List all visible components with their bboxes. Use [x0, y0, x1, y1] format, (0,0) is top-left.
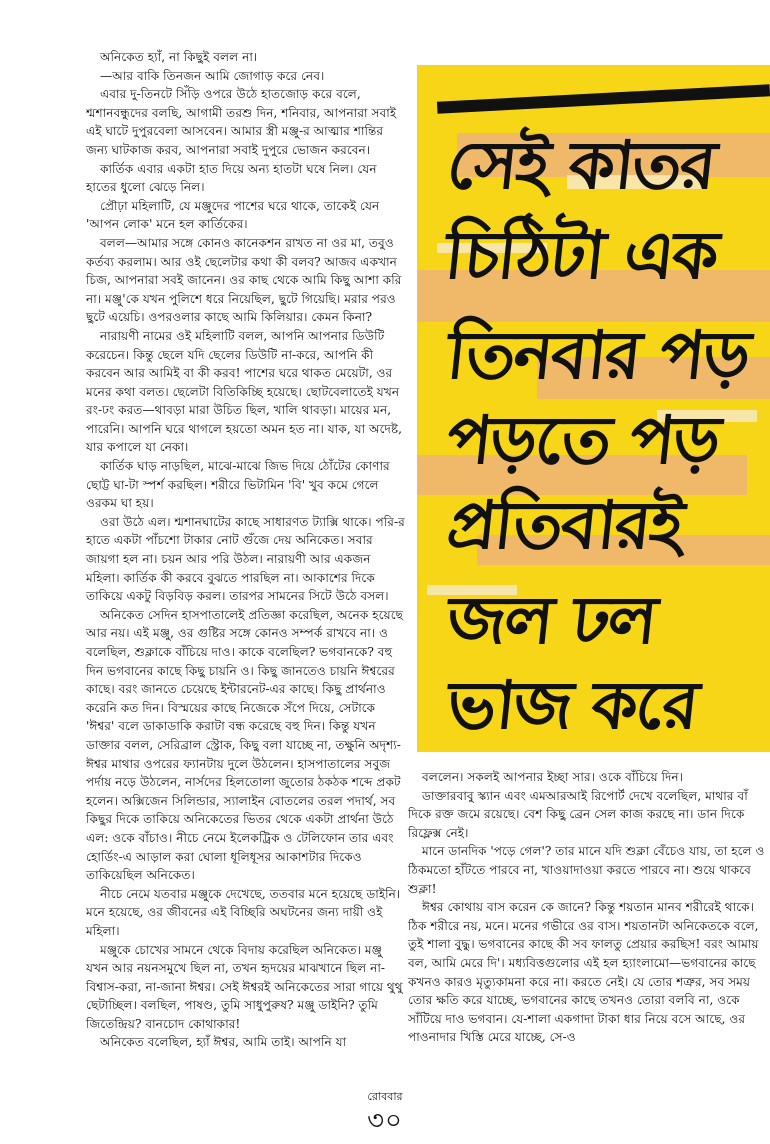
page-number: ৩০	[367, 1106, 403, 1136]
left-text-column	[86, 48, 406, 1052]
right-paragraph: মানে ডানদিক 'পড়ে গেল'? তার মানে যদি শুক্লা বেঁচেও যায়, তা হলে ও ঠিকমতো হাঁটতে পারবে না, খাওয়াদাওয়া করতে পারবে না। শুয়ে থাকবে শুক্লা!	[408, 844, 765, 896]
left-paragraph: প্রৌঢ়া মহিলাটি, যে মঞ্জুদের পাশের ঘরে থাকে, তাকেই যেন 'আপন লোক' মনে হল কার্তিকের।	[86, 198, 380, 232]
right-text-column	[408, 768, 766, 1047]
calligraphy-line: তিনবার পড়	[443, 317, 753, 394]
left-paragraph: অনিকেত হ্যাঁ, না কিছুই বলল না।	[100, 50, 258, 64]
calligraphy-line: ভাজ করে	[443, 667, 701, 744]
left-paragraph: কার্তিক ঘাড় নাড়ছিল, মাঝে-মাঝে জিভ দিয়ে ঠোঁটের কোণার ছোট্ট ঘা-টা স্পর্শ করছিল। শরীরে ভিটামিন 'বি' খুব কমে গেলে ওরকম ঘা হয়।	[86, 459, 390, 511]
left-paragraph: অনিকেত সেদিন হাসপাতালেই প্রতিজ্ঞা করেছিল, অনেক হয়েছে আর নয়। এই মঞ্জু, ওর গুষ্টির সঙ্গে কোনও সম্পর্ক রাখবে না। ও বলেছিল, শুক্লাকে বাঁচিয়ে দাও। কাকে বলেছিল? ভগবানকে? বহু দিন ভগবানের কাছে কিছু চায়নি ও। কিছু জানতেও চায়নি ঈশ্বরের কাছে। বরং জানতে চেয়েছে ইন্টারনেট-এর কাছে। কিছু প্রার্থনাও করেনি কত দিন। বিস্ময়ের কাছে নিজেকে সঁপে দিয়ে, সেটাকে 'ঈশ্বর' বলে ডাকাডাকি করাটা বন্ধ করেছে বহু দিন। কিন্তু যখন ডাক্তার বলল, সেরিব্রাল স্ট্রোক, কিছু বলা যাচ্ছে না, তক্ষুনি অদৃশ্য-ঈশ্বর মাথার ওপরের ফ্যানটায় দুলে উঠলেন। হাসপাতালের সবুজ পর্দায় নড়ে উঠলেন, নার্সদের হিলতোলা জুতোর ঠকঠক শব্দে প্রকট হলেন। অক্সিজেন সিলিন্ডার, স্যালাইন বোতলের তরল পদার্থ, সব কিছুর দিকে তাকিয়ে অনিকেতের ভিতর থেকে একটা প্রার্থনা উঠে এল: ওকে বাঁচাও। নীচে নেমে ইলেকট্রিক ও টেলিফোন তার এবং হোর্ডিং-এ আড়াল করা ঘোলা ধূলিধূসর আকাশটার দিকেও তাকিয়েছিল অনিকেত।	[86, 607, 403, 883]
calligraphy-line: পড়তে পড়	[443, 402, 723, 479]
magazine-name: রোববার	[367, 1090, 403, 1103]
left-paragraph: —আর বাকি তিনজন আমি জোগাড় করে নেব।	[100, 68, 325, 83]
right-paragraph: বললেন। সকলই আপনার ইচ্ছা সার। ওকে বাঁচিয়ে দিন।	[422, 770, 684, 784]
right-paragraph: ডাক্তারবাবু স্ক্যান এবং এমআরআই রিপোর্ট দেখে বলেছিল, মাথার বাঁ দিকে রক্ত জমে রয়েছে। বেশ কিছু ব্রেন সেল কাজ করছে না। ডান দিকে রিফ্লেক্স নেই।	[408, 788, 748, 840]
left-paragraph: বলল—আমার সঙ্গে কোনও কানেকশন রাখত না ওর মা, তবুও কর্তব্য করলাম। আর ওই ছেলেটার কথা কী বলব? আজব একখান চিজ, আপনারা সবই জানেন। ওর কাছ থেকে আমি কিছু আশা করি না। মঞ্জু'কে যখন পুলিশে ধরে নিয়েছিল, ছুটে গিয়েছি। মরার পরও ছুটে এয়েচি। ওপরওলার কাছে আমি কিলিয়ার। কেমন কিনা?	[86, 235, 402, 325]
calligraphy-artwork	[417, 65, 770, 752]
calligraphy-line: সেই কাতর	[443, 127, 719, 204]
right-paragraph: ঈশ্বর কোথায় বাস করেন কে জানে? কিন্তু শয়তান মানব শরীরেই থাকে। ঠিক শরীরে নয়, মনে। মনের গভীরে ওর বাস। শয়তানটা অনিকেতকে বলে, তুই শালা বুদ্ধু। ভগবানের কাছে কী সব ফালতু প্রেয়ার করছিস! বরং আমায় বল, আমি মেরে দি'। মধ্যবিত্তগুলোর এই হল হ্যাংলামো—ভগবানের কাছে কখনও কারও মৃত্যুকামনা করে না। করতে নেই। যে তোর শত্রুর, সব সময় তোর ক্ষতি করে যাচ্ছে, ভগবানের কাছে তখনও তোরা বলবি না, ওকে সাঁটিয়ে দাও ভগবান। যে-শালা একগাদা টাকা ধার নিয়ে বসে আছে, ওর পাওনাদার খিস্তি মেরে যাচ্ছে, সে-ও	[408, 900, 759, 1045]
left-paragraph: মঞ্জুকে চোখের সামনে থেকে বিদায় করেছিল অনিকেত। মঞ্জু যখন আর নয়নসমুখে ছিল না, তখন হৃদয়ের মাঝখানে ছিল না-বিশ্বাস-করা, না-জানা ঈশ্বর। সেই ঈশ্বরই অনিকেতের সারা গায়ে থুথু ছেটাচ্ছিল। বলছিল, পাষণ্ড, তুমি সাধুপুরুষ? মঞ্জু ডাইনি? তুমি জিতেন্দ্রিয়? বানচোদ কোথাকার!	[86, 942, 403, 1031]
calligraphy-line: চিঠিটা এক	[441, 217, 721, 294]
left-paragraph: নারায়ণী নামের ওই মহিলাটি বলল, আপনি আপনার ডিউটি করেচেন। কিন্তু ছেলে যদি ছেলের ডিউটি না-করে, আপনি কী করবেন আর আমিই বা কী করব! পাশের ঘরে থাকত মেয়েটা, ওর মনের কথা বলত। ছেলেটা বিতিকিচ্ছি হয়েছে। ছোটবেলাতেই যখন রং-ঢং করত—থাবড়া মারা উচিত ছিল, খালি থাবড়া। মায়ের মন, পারেনি। আপনি ঘরে থাগলে হয়তো অমন হত না। যাক, যা অদেষ্ট, যার কপালে যা নেকা।	[86, 328, 403, 455]
left-paragraph: এবার দু-তিনটে সিঁড়ি ওপরে উঠে হাতজোড় করে বলে, শ্মশানবন্ধুদের বলছি, আগামী তরশু দিন, শনিবার, আপনারা সবাই এই ঘাটে দুপুরবেলা আসবেন। আমার স্ত্রী মঞ্জু-র আত্মার শান্তির জন্য ঘাটকাজ করব, আপনারা সবাই দুপুরে ভোজন করবেন।	[86, 87, 397, 157]
left-paragraph: নীচে নেমে যতবার মঞ্জুকে দেখেছে, ততবার মনে হয়েছে ডাইনি। মনে হয়েছে, ওর জীবনের এই বিচ্ছিরি অঘটনের জন্য দায়ী ওই মহিলা।	[86, 886, 401, 938]
left-paragraph: অনিকেত বলেছিল, হ্যাঁ ঈশ্বর, আমি তাই। আপনি যা	[100, 1035, 347, 1050]
calligraphy-line: প্রতিবারই	[443, 487, 686, 564]
left-paragraph: ওরা উঠে এল। শ্মশানঘাটের কাছে সাধারণত ট্যাক্সি থাকে। পরি-র হাতে একটা পাঁচশো টাকার নোট গুঁজে দেয় অনিকেত। সবার জায়গা হল না। চয়ন আর পরি উঠল। নারায়ণী আর একজন মহিলা। কার্তিক কী করবে বুঝতে পারছিল না। আকাশের দিকে তাকিয়ে একটু বিড়বিড় করল। তারপর সামনের সিটে উঠে বসল।	[86, 514, 405, 604]
calligraphy-line: জল ঢল	[443, 582, 660, 659]
left-paragraph: কার্তিক এবার একটা হাত দিয়ে অন্য হাতটা ঘষে নিল। যেন হাতের ধুলো ঝেড়ে নিল।	[86, 161, 377, 195]
